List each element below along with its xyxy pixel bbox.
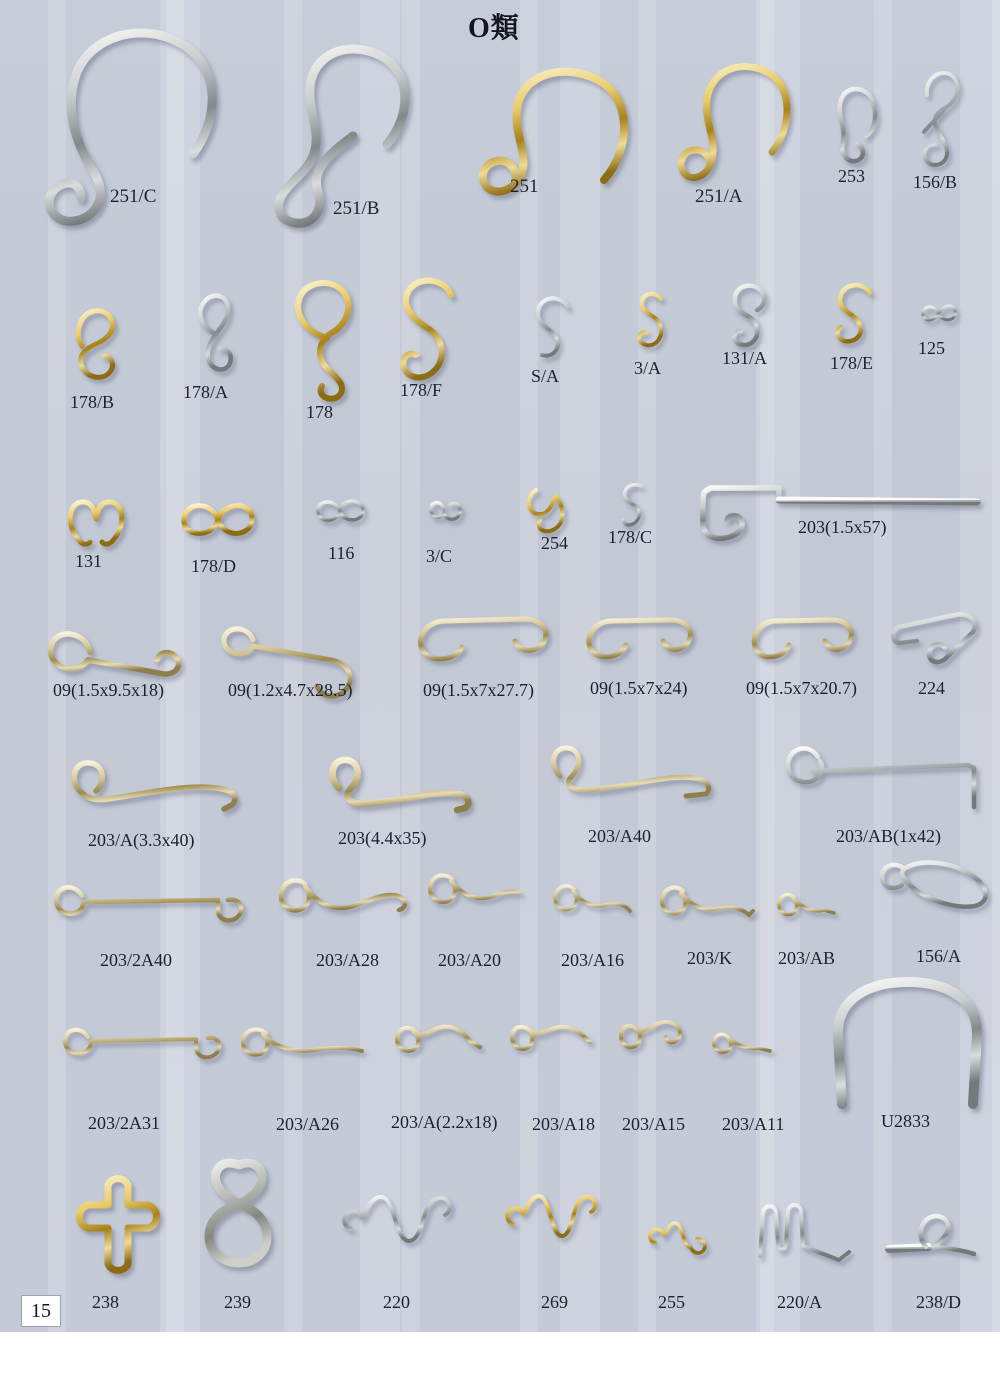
hook-image xyxy=(395,274,463,388)
item-label: 203/K xyxy=(687,948,732,968)
hook-image xyxy=(42,616,184,688)
hook-image xyxy=(425,494,467,532)
item-label: 09(1.5x9.5x18) xyxy=(53,680,164,700)
hook-image xyxy=(336,1182,458,1254)
item-label: 254 xyxy=(541,533,568,553)
item-label: 203/A28 xyxy=(316,950,379,970)
hook-image xyxy=(50,748,252,825)
hook-image xyxy=(614,479,654,533)
item-label: 203/AB xyxy=(778,948,836,968)
hook-image xyxy=(818,976,998,1108)
item-label: 238 xyxy=(92,1292,119,1312)
hook-image xyxy=(918,296,960,330)
item-label: 203/A20 xyxy=(438,950,501,970)
item-label: 156/A xyxy=(916,946,961,966)
hook-image xyxy=(500,1181,598,1251)
item-label: 255 xyxy=(658,1292,685,1312)
hook-image xyxy=(391,1016,490,1060)
hook-image xyxy=(711,1026,778,1058)
hook-image xyxy=(724,282,774,348)
hook-image xyxy=(311,489,369,533)
item-label: 156/B xyxy=(913,172,958,192)
hook-image xyxy=(581,610,698,667)
item-label: 239 xyxy=(224,1292,251,1312)
hook-image xyxy=(236,1020,371,1064)
item-label: 203/A16 xyxy=(561,950,624,970)
item-label: 203/2A40 xyxy=(100,950,172,970)
item-label: 203/A11 xyxy=(722,1114,785,1134)
page-title: O類 xyxy=(468,13,520,44)
hook-image xyxy=(410,610,558,670)
item-label: 125 xyxy=(918,338,945,358)
hook-image xyxy=(656,878,758,920)
item-label: 203/A40 xyxy=(588,826,651,846)
hook-image xyxy=(524,736,721,813)
item-label: 203/AB(1x42) xyxy=(836,826,941,846)
item-label: 178/D xyxy=(191,556,236,576)
item-label: 3/C xyxy=(426,546,453,566)
hook-image xyxy=(830,72,880,170)
item-label: 251/C xyxy=(110,186,157,207)
item-label: 251 xyxy=(510,176,539,197)
item-label: 251/B xyxy=(333,198,380,219)
item-label: U2833 xyxy=(881,1111,930,1131)
item-label: 178/E xyxy=(830,353,873,373)
hook-image xyxy=(872,856,996,913)
hook-image xyxy=(632,287,670,353)
item-label: 203(1.5x57) xyxy=(798,517,887,537)
hook-image xyxy=(176,490,260,550)
item-label: 203/A(2.2x18) xyxy=(391,1112,498,1132)
page-number: 15 xyxy=(22,1296,60,1326)
item-label: 203/A(3.3x40) xyxy=(88,830,195,850)
hook-image xyxy=(828,280,880,348)
hook-image xyxy=(190,288,240,376)
hook-image xyxy=(46,870,253,927)
item-label: 116 xyxy=(328,543,355,563)
item-label: 251/A xyxy=(695,186,743,207)
hook-image xyxy=(775,886,842,920)
hook-image xyxy=(62,490,128,550)
hook-image xyxy=(886,606,982,670)
hook-image xyxy=(912,60,960,170)
item-label: 178/C xyxy=(608,527,653,547)
item-label: 220 xyxy=(383,1292,410,1312)
item-label: 203/A18 xyxy=(532,1114,595,1134)
item-label: S/A xyxy=(531,366,560,386)
item-label: 203/A26 xyxy=(276,1114,339,1134)
hook-image xyxy=(519,483,573,539)
hook-image xyxy=(423,862,530,912)
item-label: 203/A15 xyxy=(622,1114,685,1134)
item-label: 238/D xyxy=(916,1292,961,1312)
item-label: 178/A xyxy=(183,382,228,402)
hook-image xyxy=(68,1162,165,1276)
item-label: 09(1.5x7x24) xyxy=(590,678,688,698)
item-label: 224 xyxy=(918,678,945,698)
hook-image xyxy=(660,58,800,190)
hook-image xyxy=(882,1198,999,1258)
hook-image xyxy=(271,864,418,924)
item-label: 178/B xyxy=(70,392,115,412)
item-label: 131/A xyxy=(722,348,767,368)
item-label: 220/A xyxy=(777,1292,822,1312)
item-label: 203/2A31 xyxy=(88,1113,160,1133)
hook-image xyxy=(507,1015,603,1059)
item-label: 3/A xyxy=(634,358,661,378)
item-label: 253 xyxy=(838,166,865,186)
hook-image xyxy=(288,278,362,402)
item-label: 269 xyxy=(541,1292,568,1312)
hook-image xyxy=(66,302,130,386)
hook-image xyxy=(190,1156,287,1266)
hook-image xyxy=(58,1018,225,1065)
hook-image xyxy=(452,60,642,200)
item-label: 178/F xyxy=(400,380,443,400)
hook-image xyxy=(774,733,986,815)
item-label: 178 xyxy=(306,402,333,422)
item-label: 09(1.2x4.7x28.5) xyxy=(228,680,353,700)
hook-image xyxy=(526,292,576,360)
hook-image xyxy=(549,876,639,918)
item-label: 09(1.5x7x20.7) xyxy=(746,678,857,698)
item-label: 131 xyxy=(75,551,102,571)
hook-image xyxy=(749,1194,866,1264)
hook-image xyxy=(301,746,478,826)
item-label: 203(4.4x35) xyxy=(338,828,427,848)
hook-image xyxy=(643,1208,705,1260)
item-label: 09(1.5x7x27.7) xyxy=(423,680,534,700)
hook-image xyxy=(746,610,858,667)
hook-image xyxy=(617,1012,697,1059)
